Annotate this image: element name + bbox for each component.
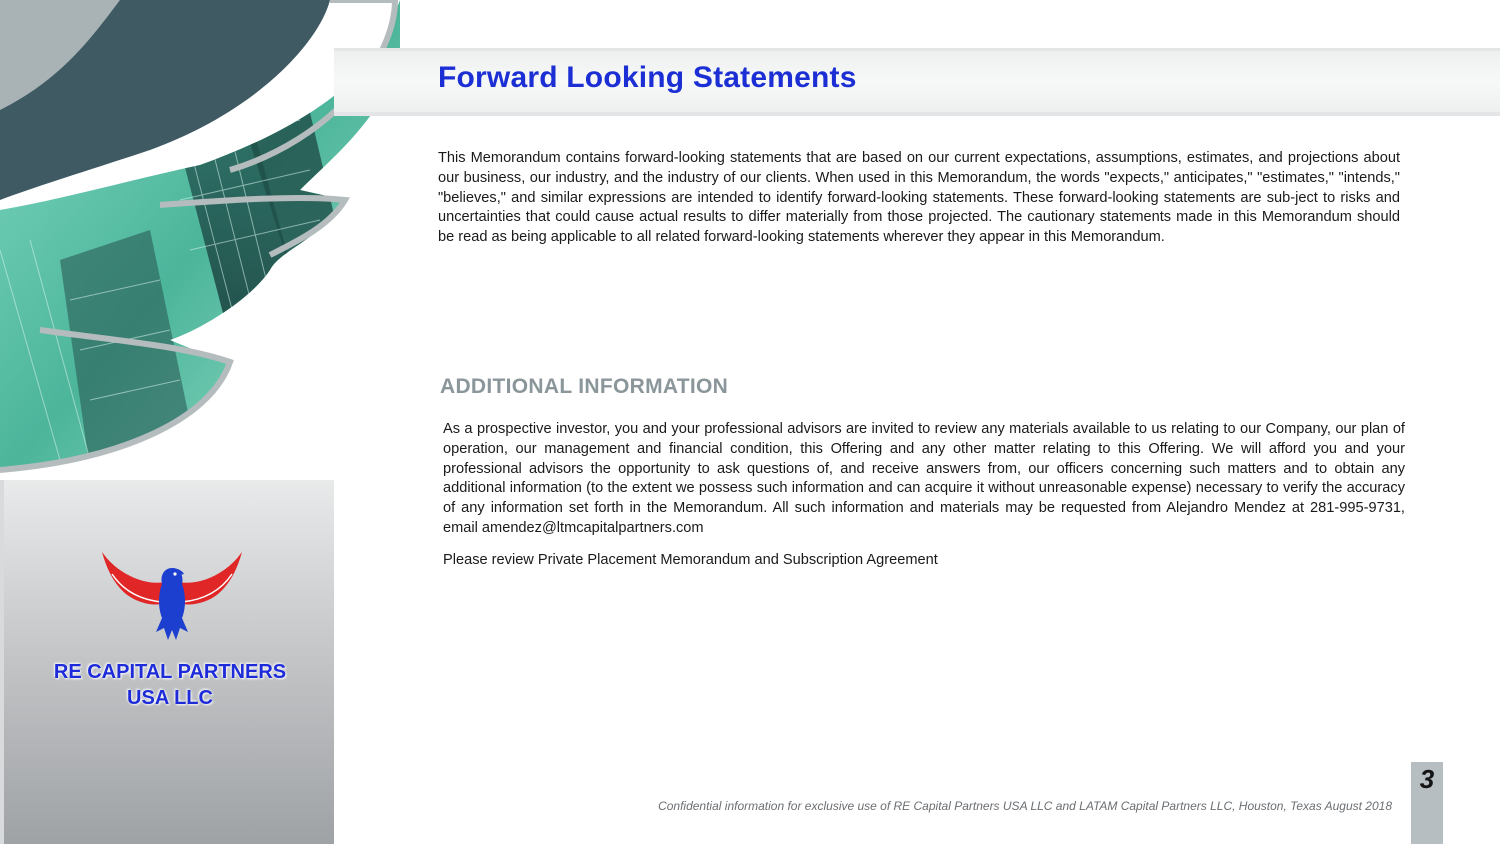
- company-name-line1: RE CAPITAL PARTNERS: [53, 661, 287, 683]
- page-number: 3: [1419, 764, 1435, 794]
- additional-info-paragraph: As a prospective investor, you and your professional advisors are invited to review any materials available to us relating to our Company, our plan of operation, our management and financial condition, this Offering and any other matter relating to this Offering. We will afford you and your professional advisors the opportunity to ask questions of, and receive answers from, our officers concerning such matters and to obtain any additional information (to the extent we possess such information and can acquire it without unreasonable expense) necessary to verify the accuracy of any information set forth in the Memorandum. All such information and materials may be requested from Alejandro Mendez at 281-995-9731, email amendez@ltmcapitalpartners.com: [443, 421, 1405, 536]
- review-note: Please review Private Placement Memorandum and Subscription Agreement: [443, 552, 938, 568]
- confidential-footer: Confidential information for exclusive use of RE Capital Partners USA LLC and LATAM Capital Partners LLC, Houston, Texas August 2018: [658, 799, 1392, 813]
- forward-looking-paragraph: This Memorandum contains forward-looking statements that are based on our current expectations, assumptions, estimates, and projections about our business, our industry, and the industry of our clients. When used in this Memorandum, the words "expects," anticipates," "estimates," "intends," "believes," and similar expressions are intended to identify forward-looking statements. These forward-looking statements are sub-ject to risks and uncertainties that could cause actual results to differ materially from those projected. The cautionary statements made in this Memorandum should be read as being applicable to all related forward-looking statements wherever they appear in this Memorandum.: [438, 150, 1400, 246]
- additional-info-heading: ADDITIONAL INFORMATION: [440, 375, 729, 398]
- company-name-line2: USA LLC: [127, 687, 213, 709]
- eagle-logo-icon: [102, 552, 242, 644]
- page-title: Forward Looking Statements: [438, 61, 857, 94]
